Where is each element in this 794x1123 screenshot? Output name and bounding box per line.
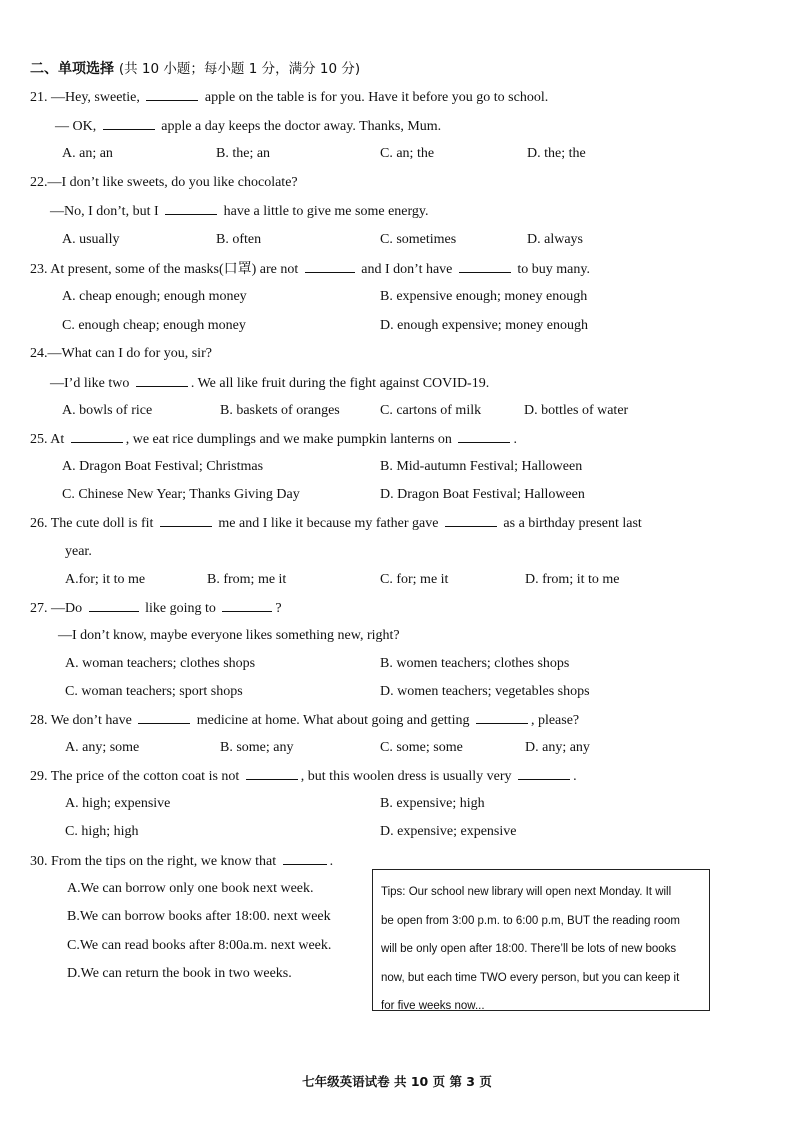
question-text: — OK,: [55, 119, 100, 134]
tips-line: Tips: Our school new library will open next Monday. It will: [381, 886, 672, 898]
q25-option-a: A. Dragon Boat Festival; Christmas: [62, 459, 264, 474]
q23-option-b: B. expensive enough; money enough: [380, 289, 588, 304]
question-text: . We all like fruit during the fight against COVID-19.: [190, 376, 490, 391]
answer-blank: [305, 260, 355, 273]
q22-line-1: [30, 174, 298, 192]
question-text: apple a day keeps the doctor away. Thanks, Mum.: [157, 119, 442, 134]
tips-line: for five weeks now...: [381, 1000, 485, 1013]
q27-option-d: D. women teachers; vegetables shops: [380, 684, 590, 699]
question-text: like going to: [141, 601, 220, 616]
q27-option-a: A. woman teachers; clothes shops: [65, 656, 256, 671]
answer-blank: [160, 514, 212, 527]
answer-blank: [283, 852, 327, 865]
question-text: ?: [275, 601, 282, 616]
q21-option-c: C. an; the: [380, 146, 435, 161]
q25-line-1: [30, 430, 517, 449]
question-text: 21. —Hey, sweetie,: [30, 90, 144, 105]
q27-line-2: [58, 627, 400, 645]
question-text: —No, I don’t, but I: [50, 204, 163, 219]
q30-option-b: B.We can borrow books after 18:00. next week: [67, 909, 331, 924]
q22-option-a: A. usually: [62, 232, 120, 247]
q28-option-a: A. any; some: [65, 740, 140, 755]
q25-option-b: B. Mid-autumn Festival; Halloween: [380, 459, 583, 474]
q22-line-2: [50, 202, 429, 221]
q22-option-b: B. often: [216, 232, 262, 247]
q23-line-1: [30, 260, 590, 279]
tips-box: [372, 869, 710, 1011]
q27-option-c: C. woman teachers; sport shops: [65, 684, 243, 699]
question-text: to buy many.: [513, 262, 590, 277]
tips-line: will be only open after 18:00. There’ll be lots of new books: [381, 943, 677, 956]
q29-line-1: [30, 767, 577, 786]
question-text: year.: [65, 544, 92, 559]
question-text: .: [513, 432, 517, 447]
answer-blank: [71, 430, 123, 443]
answer-blank: [146, 88, 198, 101]
section-heading: [30, 60, 360, 78]
answer-blank: [165, 202, 217, 215]
answer-blank: [89, 599, 139, 612]
q23-option-d: D. enough expensive; money enough: [380, 318, 589, 333]
question-text: .: [573, 769, 577, 784]
question-text: 27. —Do: [30, 601, 86, 616]
q24-option-b: B. baskets of oranges: [220, 403, 340, 418]
section-note: (共 10 小题；每小题 1 分，满分 10 分): [118, 61, 361, 77]
q28-option-b: B. some; any: [220, 740, 294, 755]
question-text: 28. We don’t have: [30, 713, 136, 728]
answer-blank: [222, 599, 272, 612]
q23-option-c: C. enough cheap; enough money: [62, 318, 246, 333]
q24-option-a: A. bowls of rice: [62, 403, 153, 418]
question-text: , we eat rice dumplings and we make pumpkin lanterns on: [125, 432, 456, 447]
q29-option-d: D. expensive; expensive: [380, 824, 517, 839]
q24-option-c: C. cartons of milk: [380, 403, 482, 418]
q29-option-c: C. high; high: [65, 824, 139, 839]
q25-option-d: D. Dragon Boat Festival; Halloween: [380, 487, 585, 502]
question-text: —I don’t know, maybe everyone likes something new, right?: [58, 628, 400, 643]
question-text: 25. At: [30, 432, 68, 447]
question-text: 29. The price of the cotton coat is not: [30, 769, 243, 784]
question-text: as a birthday present last: [499, 516, 642, 531]
q29-option-b: B. expensive; high: [380, 796, 485, 811]
q30-option-d: D.We can return the book in two weeks.: [67, 966, 292, 981]
answer-blank: [136, 374, 188, 387]
question-text: and I don’t have: [357, 262, 456, 277]
question-text: me and I like it because my father gave: [214, 516, 442, 531]
q21-line-1: [30, 88, 548, 107]
question-text: have a little to give me some energy.: [220, 204, 429, 219]
q24-line-2: [50, 374, 489, 393]
answer-blank: [458, 430, 510, 443]
q30-line-1: [30, 852, 333, 871]
question-text: 30. From the tips on the right, we know that: [30, 854, 280, 869]
q21-option-b: B. the; an: [216, 146, 271, 161]
question-text: 23. At present, some of the masks(口罩) are not: [30, 262, 302, 277]
q26-line-2: [65, 543, 92, 561]
answer-blank: [445, 514, 497, 527]
q30-option-c: C.We can read books after 8:00a.m. next week.: [67, 938, 332, 953]
tips-line: be open from 3:00 p.m. to 6:00 p.m, BUT the reading room: [381, 914, 680, 927]
q26-option-d: D. from; it to me: [525, 572, 620, 587]
question-text: , but this woolen dress is usually very: [300, 769, 516, 784]
q30-option-a: A.We can borrow only one book next week.: [67, 881, 314, 896]
q26-option-a: A.for; it to me: [65, 572, 146, 587]
q28-option-c: C. some; some: [380, 740, 463, 755]
q23-option-a: A. cheap enough; enough money: [62, 289, 247, 304]
question-text: 26. The cute doll is fit: [30, 516, 157, 531]
q26-line-1: [30, 514, 642, 533]
question-text: apple on the table is for you. Have it before you go to school.: [201, 90, 549, 105]
answer-blank: [459, 260, 511, 273]
q27-line-1: [30, 599, 282, 618]
answer-blank: [138, 711, 190, 724]
q24-option-d: D. bottles of water: [524, 403, 629, 418]
q26-option-c: C. for; me it: [380, 572, 449, 587]
q28-line-1: [30, 711, 579, 730]
q26-option-b: B. from; me it: [207, 572, 287, 587]
question-text: —I’d like two: [50, 376, 133, 391]
section-title: 二、单项选择: [30, 61, 114, 77]
q29-option-a: A. high; expensive: [65, 796, 171, 811]
question-text: medicine at home. What about going and getting: [193, 713, 473, 728]
question-text: 24.—What can I do for you, sir?: [30, 346, 212, 361]
answer-blank: [246, 767, 298, 780]
answer-blank: [476, 711, 528, 724]
question-text: , please?: [530, 713, 580, 728]
q21-option-d: D. the; the: [527, 146, 586, 161]
q21-line-2: [55, 117, 441, 136]
q22-option-c: C. sometimes: [380, 232, 457, 247]
q24-line-1: [30, 345, 212, 363]
tips-line: now, but each time TWO every person, but you can keep it: [381, 971, 680, 984]
q27-option-b: B. women teachers; clothes shops: [380, 656, 570, 671]
question-text: 22.—I don’t like sweets, do you like chocolate?: [30, 175, 298, 190]
q22-option-d: D. always: [527, 232, 583, 247]
answer-blank: [518, 767, 570, 780]
q28-option-d: D. any; any: [525, 740, 590, 755]
q21-option-a: A. an; an: [62, 146, 113, 161]
q25-option-c: C. Chinese New Year; Thanks Giving Day: [62, 487, 300, 502]
question-text: .: [329, 854, 334, 869]
answer-blank: [103, 117, 155, 130]
page-footer: 七年级英语试卷 共 10 页 第 3 页: [302, 1074, 492, 1089]
